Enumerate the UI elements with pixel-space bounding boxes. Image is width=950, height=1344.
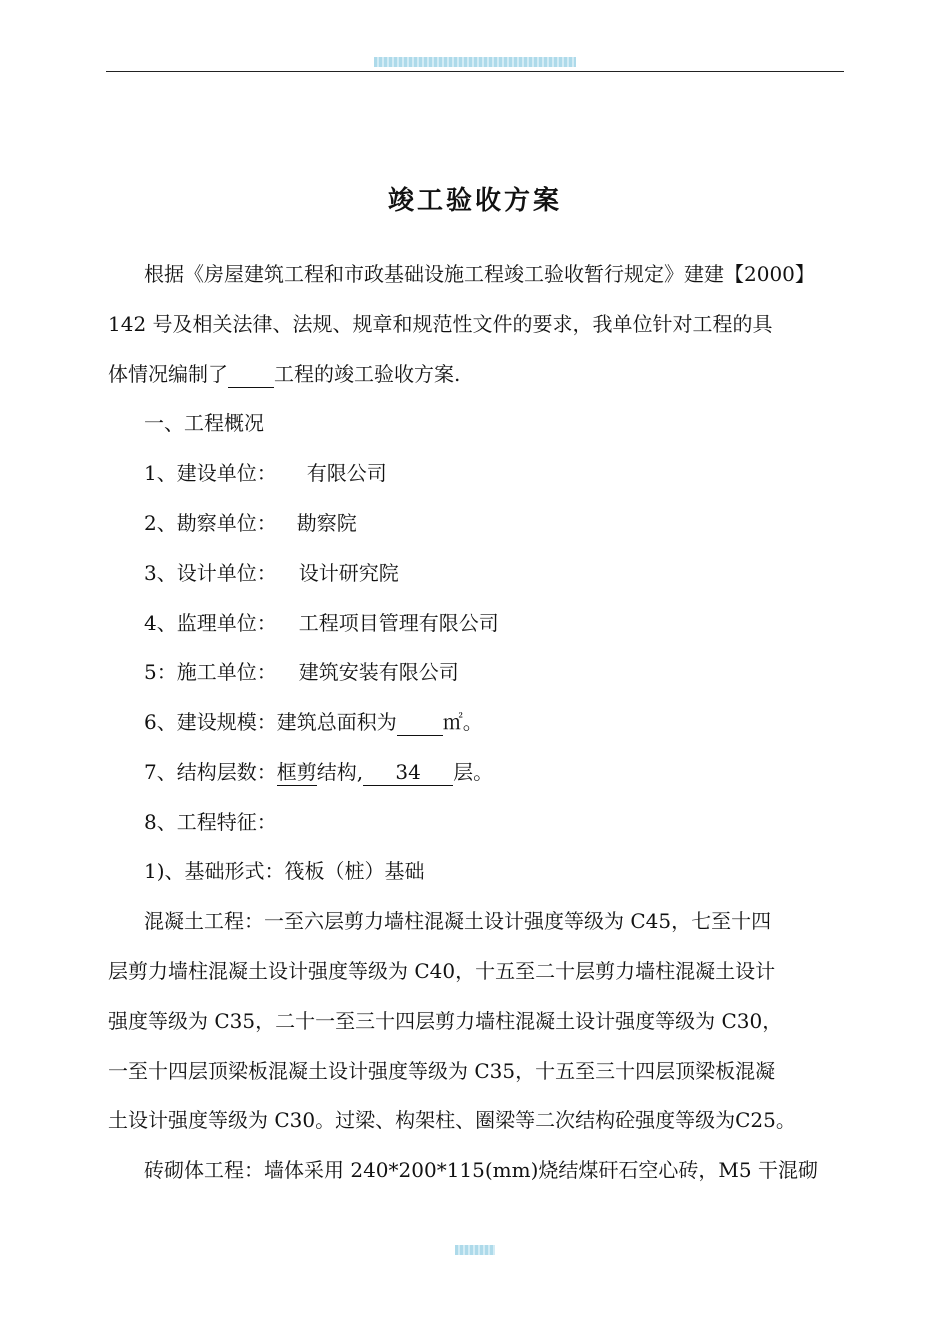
info-value: 有限公司 [306, 461, 387, 485]
info-text: 结构, [316, 760, 364, 784]
section-heading: 一、工程概况 [144, 411, 264, 435]
paragraph-line: 混凝土工程：一至六层剪力墙柱混凝土设计强度等级为 C45，七至十四 [144, 909, 772, 933]
structure-type: 框剪 [276, 760, 317, 784]
info-item-structure [144, 757, 493, 787]
info-item-survey [144, 508, 357, 538]
paragraph-line: 142 号及相关法律、法规、规章和规范性文件的要求，我单位针对工程的具 [108, 312, 773, 336]
paragraph-line: 土设计强度等级为 C30。过梁、构架柱、圈梁等二次结构砼强度等级为C25。 [108, 1108, 796, 1132]
header-rule [106, 71, 844, 72]
footer-watermark [455, 1245, 495, 1255]
info-item-features: 8、工程特征： [144, 810, 277, 834]
info-item-owner [144, 458, 387, 488]
feature-foundation: 1)、基础形式：筏板（桩）基础 [144, 859, 425, 883]
info-label: 4、监理单位： [144, 611, 277, 635]
paragraph-line: 根据《房屋建筑工程和市政基础设施工程竣工验收暂行规定》建建【2000】 [144, 262, 815, 286]
paragraph-line: 层剪力墙柱混凝土设计强度等级为 C40，十五至二十层剪力墙柱混凝土设计 [108, 959, 776, 983]
info-label: 1、建设单位： [144, 461, 277, 485]
blank-underline [397, 709, 443, 736]
info-item-design [144, 558, 399, 588]
info-label: 2、勘察单位： [144, 511, 277, 535]
blank-underline [228, 361, 274, 388]
info-label: 5：施工单位： [144, 660, 277, 684]
info-value: 工程项目管理有限公司 [298, 611, 499, 635]
info-label: 3、设计单位： [144, 561, 277, 585]
info-item-supervision [144, 608, 499, 638]
info-text: 7、结构层数： [144, 760, 277, 784]
floor-count: 34 [363, 759, 453, 786]
info-value: 建筑安装有限公司 [298, 660, 459, 684]
info-text: 层。 [453, 760, 494, 784]
paragraph-line: 强度等级为 C35，二十一至三十四层剪力墙柱混凝土设计强度等级为 C30， [108, 1009, 783, 1033]
info-item-scale [144, 707, 483, 737]
info-text: ㎡。 [442, 710, 483, 734]
paragraph-text: 工程的竣工验收方案. [274, 362, 461, 386]
paragraph-line: 砖砌体工程：墙体采用 240*200*115(mm)烧结煤矸石空心砖，M5 干混砌 [144, 1158, 818, 1182]
paragraph-line: 一至十四层顶梁板混凝土设计强度等级为 C35，十五至三十四层顶梁板混凝 [108, 1059, 776, 1083]
info-value: 设计研究院 [298, 561, 399, 585]
info-item-contractor [144, 657, 459, 687]
paragraph-text: 体情况编制了 [108, 362, 228, 386]
header-watermark [374, 57, 576, 67]
document-title: 竣工验收方案 [387, 186, 562, 216]
info-value: 勘察院 [296, 511, 357, 535]
paragraph-line [108, 359, 460, 389]
info-text: 6、建设规模：建筑总面积为 [144, 710, 397, 734]
